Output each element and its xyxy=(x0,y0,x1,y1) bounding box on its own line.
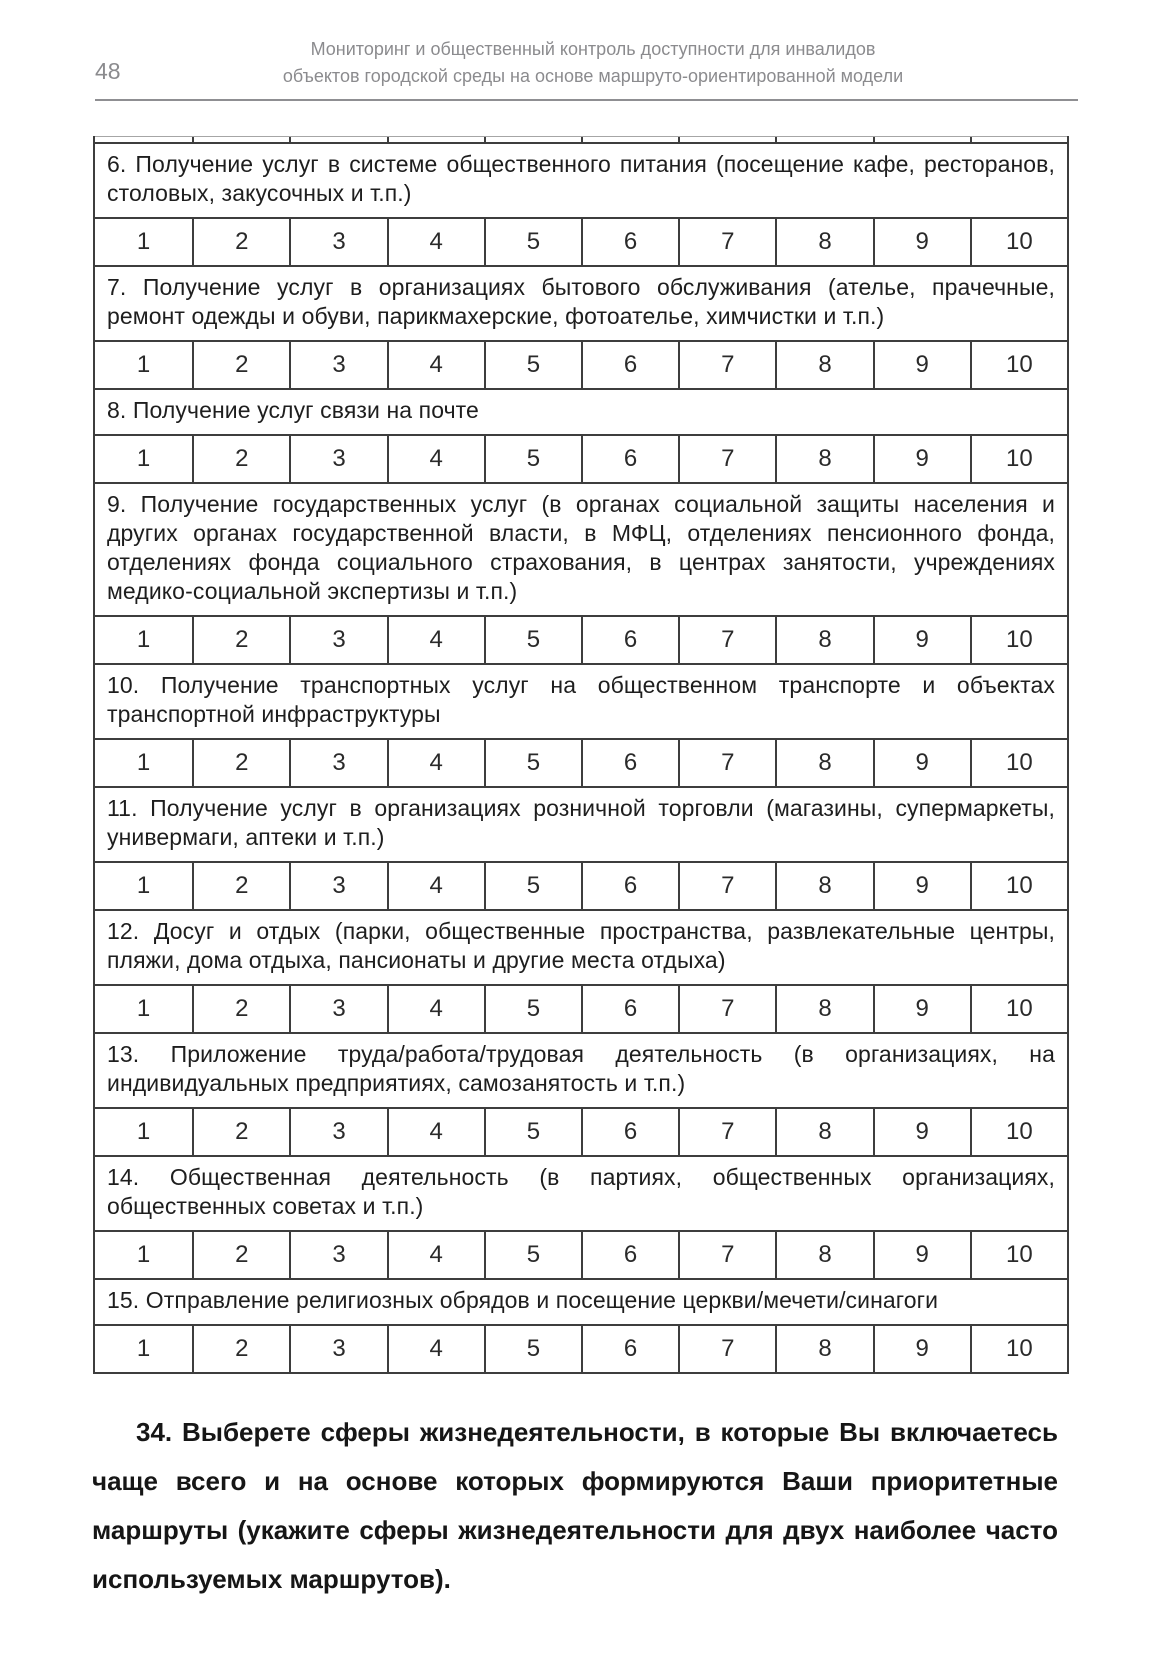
page-break-cut-row xyxy=(95,136,1067,144)
rating-option: 9 xyxy=(873,219,970,265)
rating-option: 3 xyxy=(289,740,386,786)
rating-scale-row xyxy=(95,1109,1067,1157)
rating-option: 1 xyxy=(136,872,151,899)
rating-option: 3 xyxy=(289,863,386,909)
rating-option: 2 xyxy=(192,1232,289,1278)
rating-option: 5 xyxy=(484,617,581,663)
rating-option: 8 xyxy=(775,863,872,909)
rating-option: 1 xyxy=(136,228,151,255)
running-header xyxy=(160,36,1026,90)
cut-cell xyxy=(873,137,970,142)
rating-option: 10 xyxy=(970,863,1067,909)
rating-option: 10 xyxy=(970,219,1067,265)
rating-option: 3 xyxy=(289,1109,386,1155)
page-number: 48 xyxy=(95,58,121,84)
item-label: 6. Получение услуг в системе общественного питания (посещение кафе, ресторанов, столовых, закусочных и т.п.) xyxy=(95,144,1067,219)
rating-option: 6 xyxy=(581,1326,678,1372)
rating-option: 9 xyxy=(873,740,970,786)
rating-option: 10 xyxy=(970,1109,1067,1155)
rating-option: 3 xyxy=(289,986,386,1032)
rating-option: 8 xyxy=(775,986,872,1032)
rating-option: 4 xyxy=(387,1326,484,1372)
cut-cell xyxy=(387,137,484,142)
rating-option: 1 xyxy=(136,1335,151,1362)
rating-option: 9 xyxy=(873,986,970,1032)
rating-option: 2 xyxy=(192,342,289,388)
rating-option: 3 xyxy=(289,1326,386,1372)
rating-option: 7 xyxy=(678,986,775,1032)
rating-option: 9 xyxy=(873,863,970,909)
rating-option: 4 xyxy=(387,436,484,482)
rating-option: 2 xyxy=(192,1326,289,1372)
rating-option: 7 xyxy=(678,436,775,482)
rating-option: 6 xyxy=(581,219,678,265)
rating-option: 7 xyxy=(678,342,775,388)
question-34-text: 34. Выберете сферы жизнедеятельности, в которые Вы включаетесь чаще всего и на основе которых формируются Ваши приоритетные маршруты (укажите сферы жизнедеятельности для двух наиболее часто используемых маршрутов). xyxy=(92,1417,1058,1594)
rating-scale-row xyxy=(95,617,1067,665)
rating-option: 3 xyxy=(289,436,386,482)
rating-option: 8 xyxy=(775,740,872,786)
cut-cell xyxy=(775,137,872,142)
rating-option: 6 xyxy=(581,436,678,482)
rating-scale-row xyxy=(95,1326,1067,1372)
rating-option: 8 xyxy=(775,342,872,388)
rating-option: 9 xyxy=(873,436,970,482)
cut-cell xyxy=(95,137,192,142)
cut-cell xyxy=(484,137,581,142)
rating-option: 7 xyxy=(678,1326,775,1372)
cut-cell xyxy=(970,137,1067,142)
running-header-line-1: Мониторинг и общественный контроль доступности для инвалидов xyxy=(310,39,876,59)
rating-option: 6 xyxy=(581,740,678,786)
rating-option: 7 xyxy=(678,1232,775,1278)
rating-option: 10 xyxy=(970,617,1067,663)
rating-option: 1 xyxy=(136,351,151,378)
rating-scale-row xyxy=(95,863,1067,911)
rating-option: 4 xyxy=(387,740,484,786)
rating-option: 5 xyxy=(484,1232,581,1278)
rating-option: 10 xyxy=(970,1232,1067,1278)
rating-option: 4 xyxy=(387,986,484,1032)
rating-option: 2 xyxy=(192,986,289,1032)
cut-cell xyxy=(678,137,775,142)
rating-option: 7 xyxy=(678,617,775,663)
item-label: 14. Общественная деятельность (в партиях, общественных организациях, общественных советах и т.п.) xyxy=(95,1157,1067,1232)
item-label: 11. Получение услуг в организациях розничной торговли (магазины, супермаркеты, универмаги, аптеки и т.п.) xyxy=(95,788,1067,863)
rating-option: 9 xyxy=(873,1232,970,1278)
rating-option: 5 xyxy=(484,219,581,265)
rating-option: 8 xyxy=(775,1326,872,1372)
rating-option: 10 xyxy=(970,342,1067,388)
item-label: 10. Получение транспортных услуг на общественном транспорте и объектах транспортной инфраструктуры xyxy=(95,665,1067,740)
rating-option: 10 xyxy=(970,1326,1067,1372)
rating-option: 4 xyxy=(387,219,484,265)
rating-option: 8 xyxy=(775,219,872,265)
rating-option: 5 xyxy=(484,1109,581,1155)
rating-option: 6 xyxy=(581,863,678,909)
rating-scale-row xyxy=(95,219,1067,267)
rating-option: 6 xyxy=(581,1232,678,1278)
rating-option: 3 xyxy=(289,617,386,663)
rating-option: 5 xyxy=(484,1326,581,1372)
cut-cell xyxy=(289,137,386,142)
rating-option: 9 xyxy=(873,342,970,388)
rating-option: 1 xyxy=(136,749,151,776)
item-label: 12. Досуг и отдых (парки, общественные пространства, развлекательные центры, пляжи, дома отдыха, пансионаты и другие места отдыха) xyxy=(95,911,1067,986)
rating-option: 5 xyxy=(484,986,581,1032)
rating-option: 2 xyxy=(192,740,289,786)
item-label: 9. Получение государственных услуг (в органах социальной защиты населения и других органах государственной власти, в МФЦ, отделениях пенсионного фонда, отделениях фонда социального страхования, в центрах занятости, учреждениях медико-социальной экспертизы и т.п.) xyxy=(95,484,1067,617)
rating-option: 4 xyxy=(387,342,484,388)
rating-option: 7 xyxy=(678,740,775,786)
rating-option: 3 xyxy=(289,1232,386,1278)
rating-option: 1 xyxy=(136,445,151,472)
rating-option: 5 xyxy=(484,342,581,388)
rating-option: 2 xyxy=(192,219,289,265)
rating-option: 2 xyxy=(192,1109,289,1155)
rating-scale-row xyxy=(95,1232,1067,1280)
rating-option: 7 xyxy=(678,863,775,909)
header-divider xyxy=(95,99,1078,101)
item-label: 13. Приложение труда/работа/трудовая деятельность (в организациях, на индивидуальных предприятиях, самозанятость и т.п.) xyxy=(95,1034,1067,1109)
rating-scale-row xyxy=(95,342,1067,390)
item-label: 15. Отправление религиозных обрядов и посещение церкви/мечети/синагоги xyxy=(95,1280,1067,1326)
rating-option: 6 xyxy=(581,986,678,1032)
rating-option: 5 xyxy=(484,436,581,482)
rating-option: 3 xyxy=(289,219,386,265)
rating-option: 6 xyxy=(581,342,678,388)
rating-option: 6 xyxy=(581,1109,678,1155)
rating-option: 1 xyxy=(136,995,151,1022)
rating-option: 4 xyxy=(387,1109,484,1155)
rating-option: 2 xyxy=(192,436,289,482)
rating-option: 7 xyxy=(678,219,775,265)
item-label: 7. Получение услуг в организациях бытового обслуживания (ателье, прачечные, ремонт одежды и обуви, парикмахерские, фотоателье, химчистки и т.п.) xyxy=(95,267,1067,342)
rating-option: 6 xyxy=(581,617,678,663)
rating-scale-row xyxy=(95,986,1067,1034)
rating-option: 2 xyxy=(192,617,289,663)
rating-option: 1 xyxy=(136,626,151,653)
cut-cell xyxy=(192,137,289,142)
rating-option: 10 xyxy=(970,986,1067,1032)
rating-scale-row xyxy=(95,436,1067,484)
rating-option: 9 xyxy=(873,617,970,663)
item-label: 8. Получение услуг связи на почте xyxy=(95,390,1067,436)
rating-option: 9 xyxy=(873,1326,970,1372)
rating-option: 10 xyxy=(970,740,1067,786)
rating-option: 7 xyxy=(678,1109,775,1155)
rating-option: 1 xyxy=(136,1118,151,1145)
rating-option: 3 xyxy=(289,342,386,388)
rating-option: 8 xyxy=(775,617,872,663)
rating-option: 4 xyxy=(387,1232,484,1278)
questionnaire-table xyxy=(93,136,1069,1374)
rating-option: 5 xyxy=(484,740,581,786)
rating-option: 1 xyxy=(136,1241,151,1268)
rating-option: 4 xyxy=(387,617,484,663)
rating-option: 8 xyxy=(775,1232,872,1278)
running-header-line-2: объектов городской среды на основе маршруто-ориентированной модели xyxy=(282,66,904,86)
rating-option: 9 xyxy=(873,1109,970,1155)
rating-option: 10 xyxy=(970,436,1067,482)
rating-option: 8 xyxy=(775,436,872,482)
rating-option: 5 xyxy=(484,863,581,909)
rating-option: 2 xyxy=(192,863,289,909)
rating-option: 8 xyxy=(775,1109,872,1155)
rating-option: 4 xyxy=(387,863,484,909)
cut-cell xyxy=(581,137,678,142)
rating-scale-row xyxy=(95,740,1067,788)
